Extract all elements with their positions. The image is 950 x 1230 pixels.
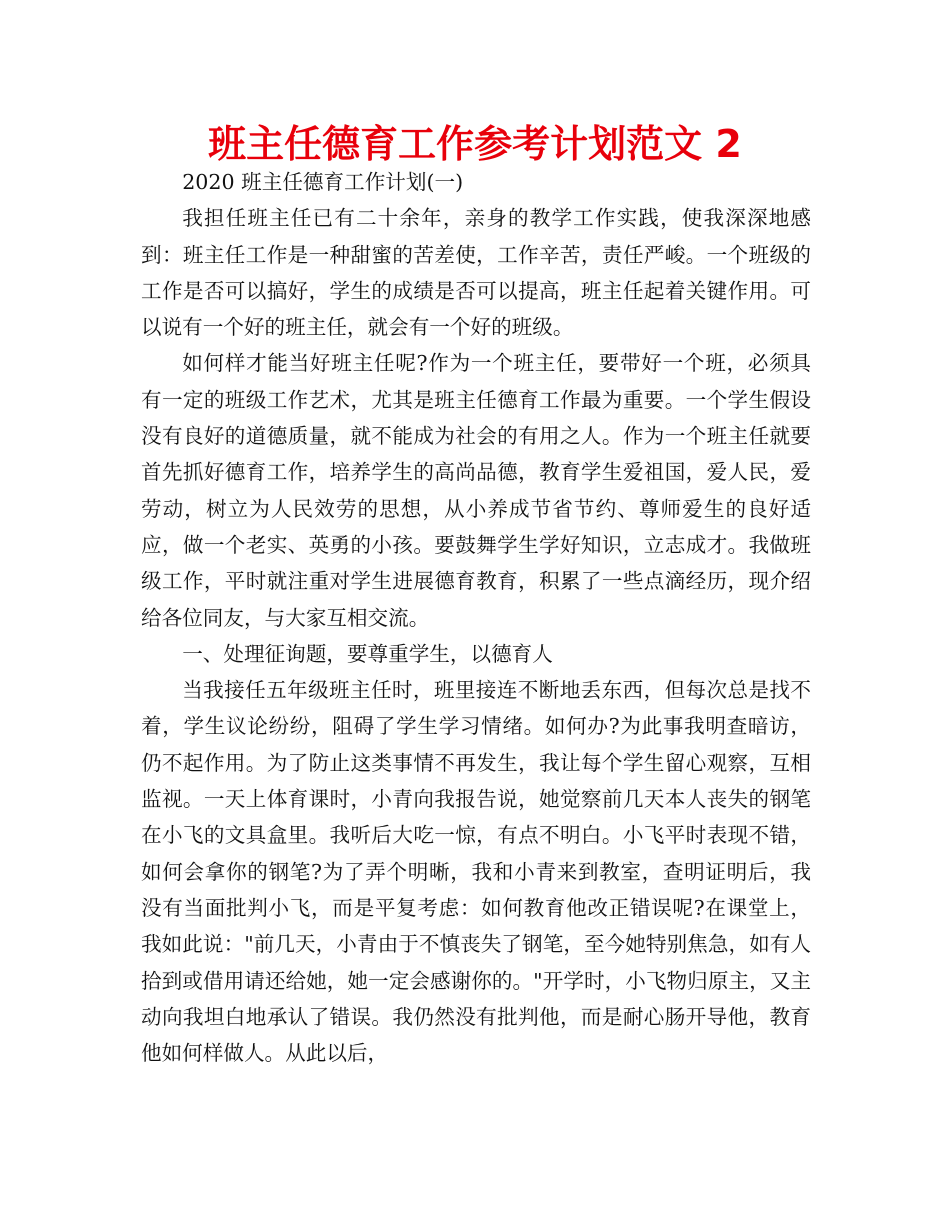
paragraph-3: 当我接任五年级班主任时，班里接连不断地丢东西，但每次总是找不着，学生议论纷纷，阻碍了学生学习情绪。如何办?为此事我明查暗访，仍不起作用。为了防止这类事情不再发生，我让每个学生留心观察，互相监视。一天上体育课时，小青向我报告说，她觉察前几天本人丧失的钢笔在小飞的文具盒里。我听后大吃一惊，有点不明白。小飞平时表现不错，如何会拿你的钢笔?为了弄个明晰，我和小青来到教室，查明证明后，我没有当面批判小飞，而是平复考虑：如何教育他改正错误呢?在课堂上，我如此说："前几天，小青由于不慎丧失了钢笔，至今她特别焦急，如有人拾到或借用请还给她，她一定会感谢你的。"开学时，小飞物归原主，又主动向我坦白地承认了错误。我仍然没有批判他，而是耐心肠开导他，教育他如何样做人。从此以后， bbox=[141, 678, 811, 1066]
section-heading-1: 一、处理征询题，要尊重学生，以德育人 bbox=[182, 641, 553, 666]
document-body bbox=[141, 164, 811, 1071]
document-title: 班主任德育工作参考计划范文 2 bbox=[208, 122, 742, 166]
paragraph-1: 我担任班主任已有二十余年，亲身的教学工作实践，使我深深地感到：班主任工作是一种甜蜜的苦差使，工作辛苦，责任严峻。一个班级的工作是否可以搞好，学生的成绩是否可以提高，班主任起着关键作用。可以说有一个好的班主任，就会有一个好的班级。 bbox=[141, 206, 811, 340]
document-subtitle: 2020 班主任德育工作计划(一) bbox=[182, 170, 464, 194]
paragraph-2: 如何样才能当好班主任呢?作为一个班主任，要带好一个班，必须具有一定的班级工作艺术，尤其是班主任德育工作最为重要。一个学生假设没有良好的道德质量，就不能成为社会的有用之人。作为一个班主任就要首先抓好德育工作，培养学生的高尚品德，教育学生爱祖国，爱人民，爱劳动，树立为人民效劳的思想，从小养成节省节约、尊师爱生的良好适应，做一个老实、英勇的小孩。要鼓舞学生学好知识，立志成才。我做班级工作，平时就注重对学生进展德育教育，积累了一些点滴经历，现介绍给各位同友，与大家互相交流。 bbox=[141, 351, 811, 630]
